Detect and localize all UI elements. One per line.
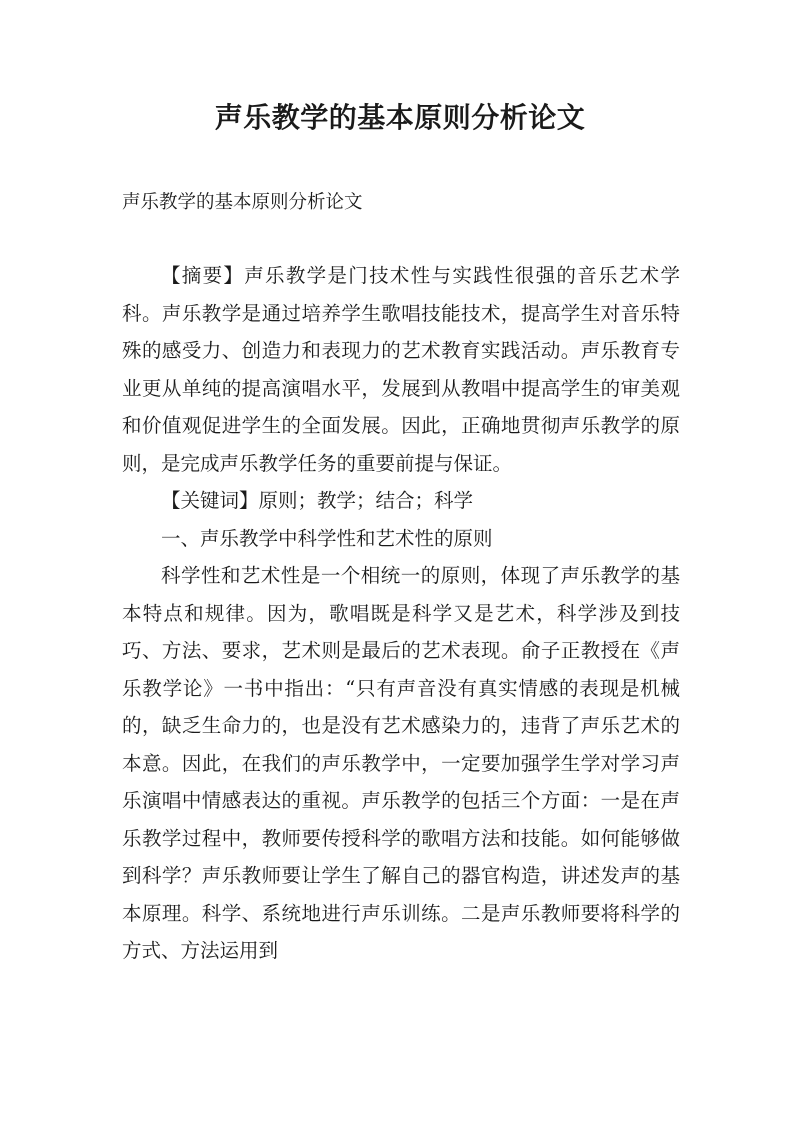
document-title: 声乐教学的基本原则分析论文 [214,101,586,134]
document-subtitle: 声乐教学的基本原则分析论文 [122,192,363,213]
section-heading: 一、声乐教学中科学性和艺术性的原则 [161,526,493,550]
body-paragraph: 科学性和艺术性是一个相统一的原则，体现了声乐教学的基本特点和规律。因为，歌唱既是科学又是艺术，科学涉及到技巧、方法、要求，艺术则是最后的艺术表现。俞子正教授在《声乐教学论》一书中指出：“只有声音没有真实情感的表现是机械的，缺乏生命力的，也是没有艺术感染力的，违背了声乐艺术的本意。因此，在我们的声乐教学中，一定要加强学生学对学习声乐演唱中情感表达的重视。声乐教学的包括三个方面：一是在声乐教学过程中，教师要传授科学的歌唱方法和技能。如何能够做到科学？声乐教师要让学生了解自己的器官构造，讲述发声的基本原理。科学、系统地进行声乐训练。二是声乐教师要将科学的方式、方法运用到 [122,564,680,962]
keywords-paragraph: 【关键词】原则；教学；结合；科学 [161,489,474,512]
abstract-paragraph: 【摘要】声乐教学是门技术性与实践性很强的音乐艺术学科。声乐教学是通过培养学生歌唱技能技术，提高学生对音乐特殊的感受力、创造力和表现力的艺术教育实践活动。声乐教育专业更从单纯的提高演唱水平，发展到从教唱中提高学生的审美观和价值观促进学生的全面发展。因此，正确地贯彻声乐教学的原则，是完成声乐教学任务的重要前提与保证。 [122,264,680,475]
document-body [122,257,680,970]
